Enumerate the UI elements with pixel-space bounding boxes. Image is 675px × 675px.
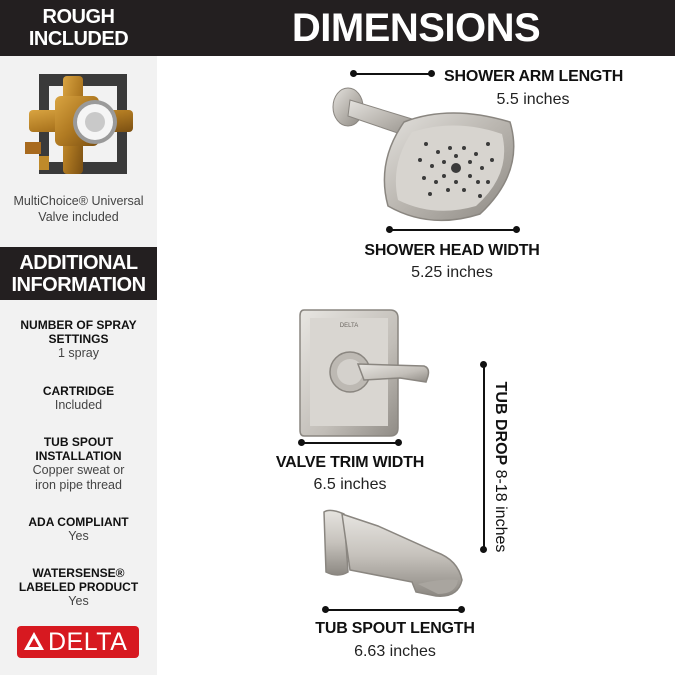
valve-trim-value: 6.5 inches — [313, 476, 387, 493]
info-label: INSTALLATION — [35, 449, 122, 463]
shower-head-dimension-line — [390, 229, 516, 231]
valve-caption-line-1: MultiChoice® Universal — [13, 194, 144, 208]
info-watersense — [0, 566, 157, 609]
delta-triangle-icon — [23, 630, 45, 652]
tub-spout-dimension-line — [326, 609, 462, 611]
tub-drop-dimension-text — [485, 372, 509, 562]
tub-drop-value: 8-18 inches — [492, 469, 509, 553]
info-cartridge — [0, 384, 157, 413]
shower-head-label: SHOWER HEAD WIDTH — [364, 242, 540, 259]
valve-caption-line-2: Valve included — [38, 210, 119, 224]
dimension-dot — [428, 70, 435, 77]
tub-drop-label: TUB DROP — [492, 381, 509, 466]
tub-spout-label: TUB SPOUT LENGTH — [315, 620, 475, 637]
tub-spout-value: 6.63 inches — [354, 643, 436, 660]
info-value: Included — [54, 398, 103, 412]
info-label: SETTINGS — [48, 332, 109, 346]
valve-trim-image — [298, 306, 434, 440]
shower-head-value: 5.25 inches — [411, 264, 493, 281]
valve-trim-brand-mark: DELTA — [339, 323, 359, 329]
info-label: CARTRIDGE — [42, 384, 115, 398]
info-spray-settings — [0, 318, 157, 361]
info-label: ADA COMPLIANT — [28, 515, 129, 529]
info-label: NUMBER OF SPRAY — [20, 318, 137, 332]
additional-info-header — [0, 247, 157, 300]
info-value: iron pipe thread — [35, 478, 122, 492]
info-value: Yes — [68, 594, 89, 608]
dimension-dot — [513, 226, 520, 233]
info-ada-compliant — [0, 515, 157, 544]
valve-trim-label: VALVE TRIM WIDTH — [275, 454, 425, 471]
additional-header-line-1: ADDITIONAL — [19, 252, 138, 274]
info-value: Yes — [68, 529, 89, 543]
rough-header-line-2: INCLUDED — [28, 28, 129, 50]
delta-logo — [17, 626, 139, 658]
info-value: Copper sweat or — [32, 463, 125, 477]
delta-logo-text: DELTA — [48, 628, 128, 656]
info-label: TUB SPOUT — [43, 435, 114, 449]
info-tub-spout-installation — [0, 435, 157, 493]
valve-image — [25, 66, 135, 184]
valve-trim-dimension-line — [302, 442, 398, 444]
info-value: 1 spray — [58, 346, 99, 360]
dimension-dot — [395, 439, 402, 446]
sidebar — [0, 0, 157, 675]
page-title: DIMENSIONS — [157, 0, 675, 56]
rough-header-line-1: ROUGH — [42, 6, 115, 28]
rough-included-header — [0, 0, 157, 56]
shower-arm-label: SHOWER ARM LENGTH — [444, 68, 624, 85]
additional-header-line-2: INFORMATION — [11, 274, 146, 296]
dimension-dot — [458, 606, 465, 613]
valve-caption — [0, 193, 157, 225]
shower-arm-value: 5.5 inches — [496, 91, 570, 108]
info-label: LABELED PRODUCT — [18, 580, 139, 594]
info-label: WATERSENSE® — [32, 566, 125, 580]
tub-spout-image — [318, 508, 466, 600]
shower-arm-dimension-line — [354, 73, 432, 75]
